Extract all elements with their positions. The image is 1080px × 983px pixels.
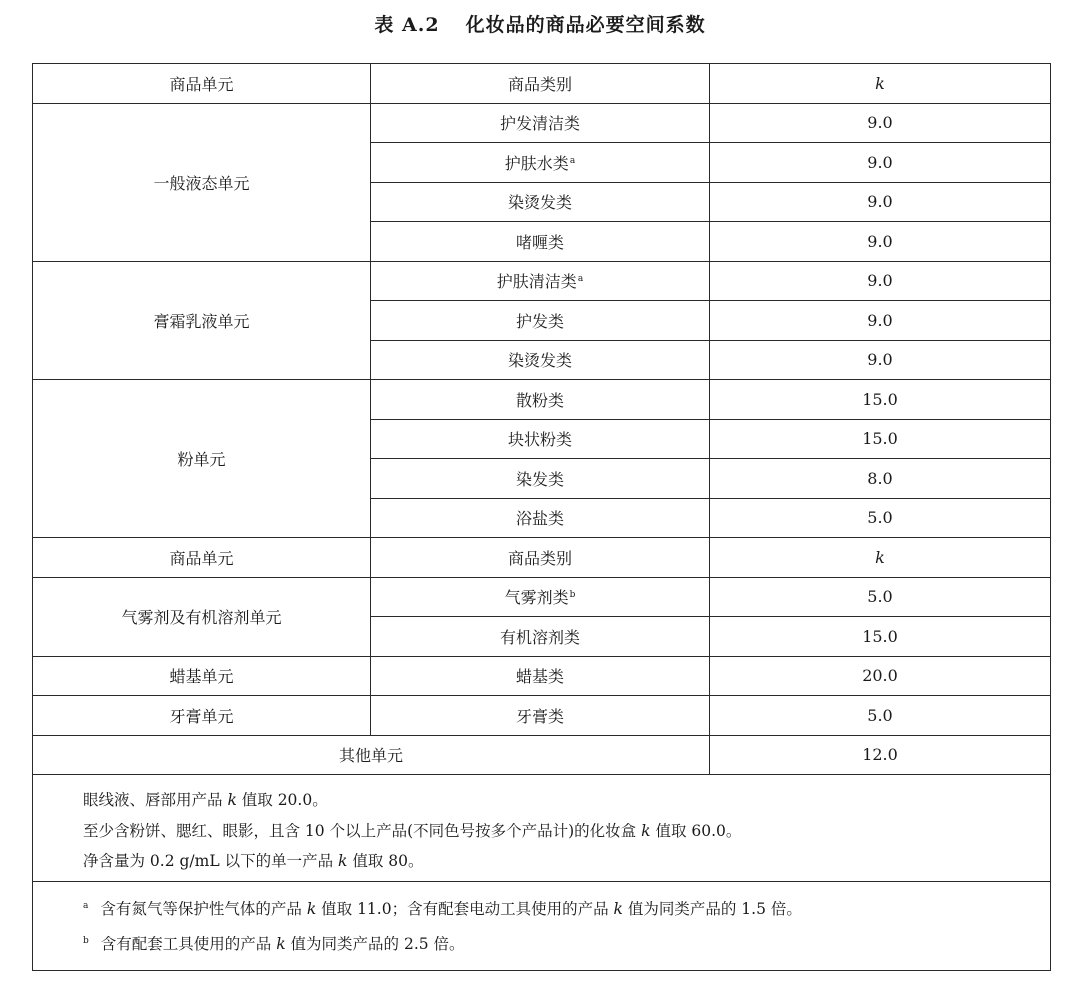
table-title xyxy=(0,10,1080,37)
footnote-mark: a xyxy=(569,155,576,166)
footnotes-row xyxy=(33,882,1051,971)
category-cell: 块状粉类 xyxy=(371,419,710,459)
k-cell: 9.0 xyxy=(710,301,1051,341)
unit-cell: 气雾剂及有机溶剂单元 xyxy=(33,577,371,656)
k-cell: 5.0 xyxy=(710,577,1051,617)
footnote-mark: b xyxy=(569,590,576,601)
footnote-b: $^b$ 含有配套工具使用的产品 k 值为同类产品的 2.5 倍。 xyxy=(83,935,465,953)
footnote-mark: a xyxy=(577,274,584,285)
category-cell: 护发清洁类 xyxy=(371,103,710,143)
k-cell: 9.0 xyxy=(710,222,1051,262)
k-cell: 9.0 xyxy=(710,103,1051,143)
notes-cell xyxy=(33,775,1051,882)
category-cell: 蜡基类 xyxy=(371,656,710,696)
k-cell: 5.0 xyxy=(710,498,1051,538)
header-category: 商品类别 xyxy=(371,64,710,104)
unit-cell: 蜡基单元 xyxy=(33,656,371,696)
note-line: 眼线液、唇部用产品 k 值取 20.0。 xyxy=(83,791,328,809)
category-cell: 有机溶剂类 xyxy=(371,617,710,657)
k-cell: 8.0 xyxy=(710,459,1051,499)
category-cell: 浴盐类 xyxy=(371,498,710,538)
footnotes-cell xyxy=(33,882,1051,971)
category-cell: 护肤清洁类$^a$ xyxy=(371,261,710,301)
k-cell: 5.0 xyxy=(710,696,1051,736)
header-k: k xyxy=(710,538,1051,578)
k-cell: 20.0 xyxy=(710,656,1051,696)
header-unit: 商品单元 xyxy=(33,538,371,578)
k-cell: 9.0 xyxy=(710,143,1051,183)
table-number: 表 A.2 xyxy=(374,14,440,36)
unit-cell: 膏霜乳液单元 xyxy=(33,261,371,380)
note-line: 至少含粉饼、腮红、眼影，且含 10 个以上产品(不同色号按多个产品计)的化妆盒 k 值取 60.0。 xyxy=(83,821,742,840)
group-row xyxy=(33,261,1051,301)
category-cell: 护肤水类$^a$ xyxy=(371,143,710,183)
header-unit: 商品单元 xyxy=(33,64,371,104)
header-k: k xyxy=(710,64,1051,104)
group-row xyxy=(33,656,1051,696)
k-cell: 15.0 xyxy=(710,617,1051,657)
other-unit: 其他单元 xyxy=(33,735,710,775)
table-caption: 化妆品的商品必要空间系数 xyxy=(465,14,706,36)
category-cell: 护发类 xyxy=(371,301,710,341)
unit-cell: 一般液态单元 xyxy=(33,103,371,261)
category-cell: 啫喱类 xyxy=(371,222,710,262)
category-cell: 气雾剂类$^b$ xyxy=(371,577,710,617)
group-row xyxy=(33,696,1051,736)
unit-cell: 牙膏单元 xyxy=(33,696,371,736)
header-category: 商品类别 xyxy=(371,538,710,578)
note-line: 净含量为 0.2 g/mL 以下的单一产品 k 值取 80。 xyxy=(83,852,424,870)
k-cell: 15.0 xyxy=(710,419,1051,459)
coefficient-table xyxy=(32,63,1051,971)
header-row-repeat xyxy=(33,538,1051,578)
category-cell: 散粉类 xyxy=(371,380,710,420)
category-cell: 染烫发类 xyxy=(371,340,710,380)
footnote-a: $^a$ 含有氮气等保护性气体的产品 k 值取 11.0；含有配套电动工具使用的产品 k 值为同类产品的 1.5 倍。 xyxy=(83,900,802,918)
category-cell: 染烫发类 xyxy=(371,182,710,222)
k-cell: 9.0 xyxy=(710,182,1051,222)
other-row xyxy=(33,735,1051,775)
k-cell: 9.0 xyxy=(710,261,1051,301)
unit-cell: 粉单元 xyxy=(33,380,371,538)
k-cell: 9.0 xyxy=(710,340,1051,380)
category-cell: 牙膏类 xyxy=(371,696,710,736)
group-row xyxy=(33,577,1051,617)
notes-row xyxy=(33,775,1051,882)
category-cell: 染发类 xyxy=(371,459,710,499)
k-cell: 12.0 xyxy=(710,735,1051,775)
header-row xyxy=(33,64,1051,104)
group-row xyxy=(33,380,1051,420)
k-cell: 15.0 xyxy=(710,380,1051,420)
group-row xyxy=(33,103,1051,143)
